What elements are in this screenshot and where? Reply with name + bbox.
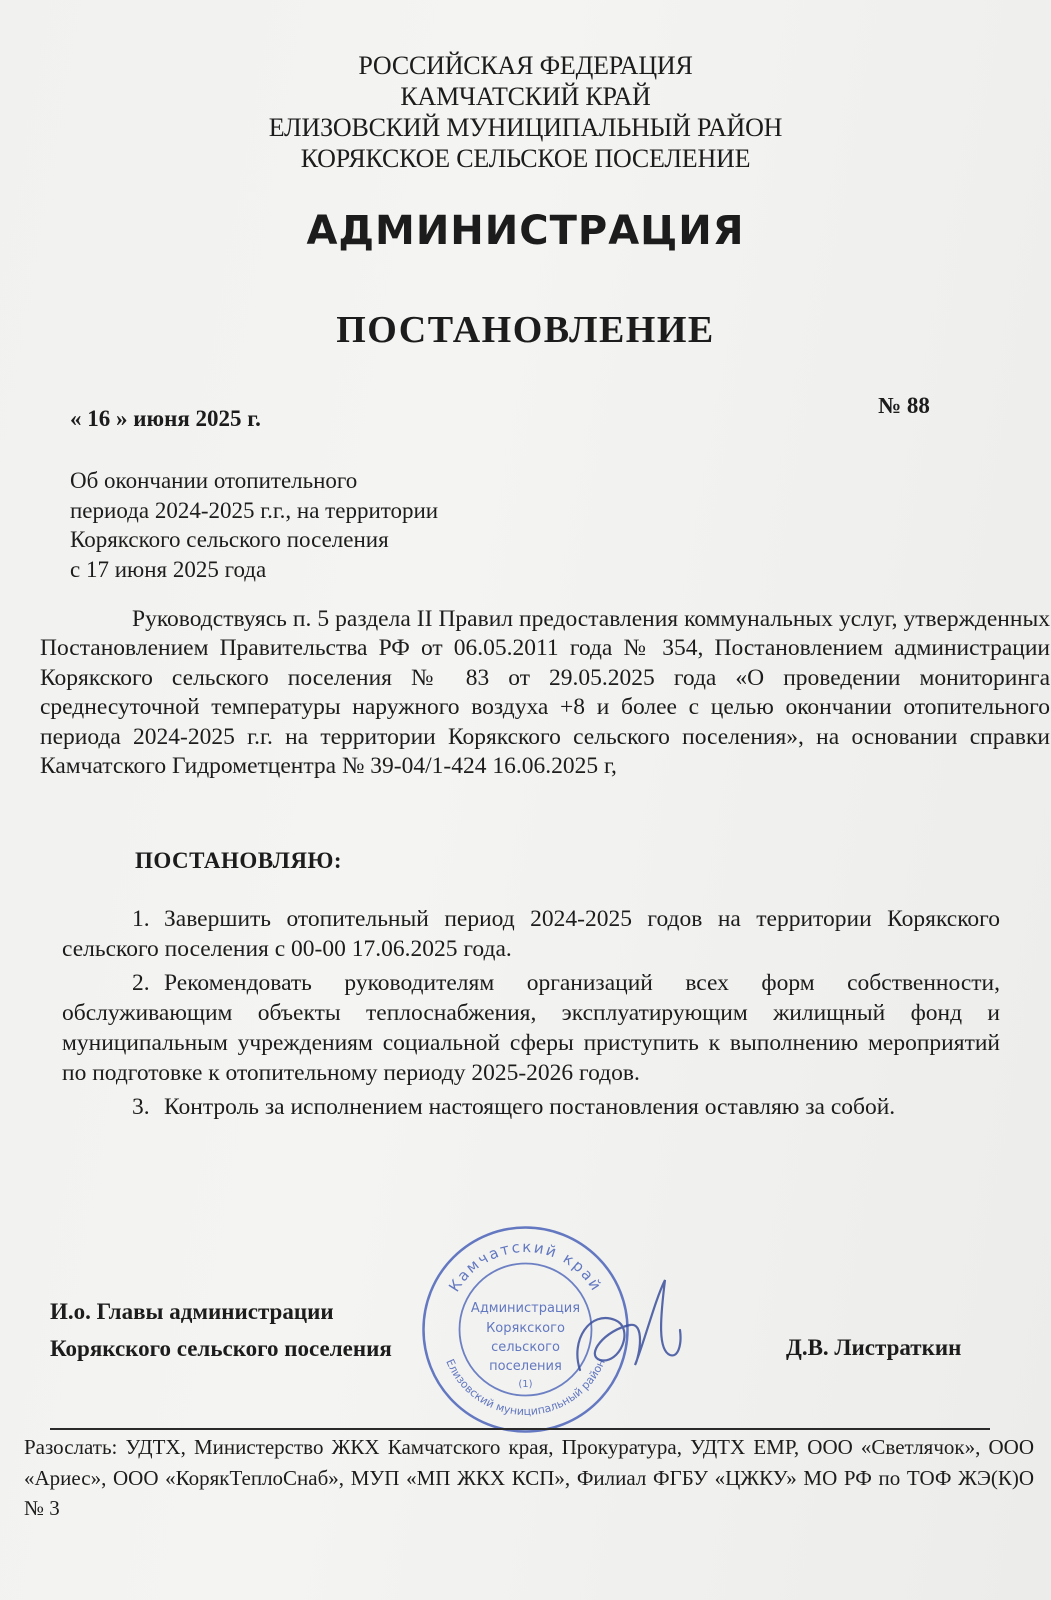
document-date: « 16 » июня 2025 г. (70, 406, 261, 431)
stamp-outer-top: Камчатский край (445, 1237, 606, 1296)
item-number: 1. (132, 906, 150, 932)
position-line: И.о. Главы администрации (50, 1299, 334, 1324)
stamp-center-line: сельского (491, 1340, 560, 1355)
item-number: 2. (132, 970, 150, 996)
document-type: ПОСТАНОВЛЕНИЕ (336, 309, 715, 351)
distribution-list: Разослать: УДТХ, Министерство ЖКХ Камчатского края, Прокуратура, УДТХ ЕМР, ООО «Светлячок», ООО «Ариес», ООО «КорякТеплоСнаб», МУП «МП ЖКХ КСП», Филиал ФГБУ «ЦЖКУ» МО РФ по ТОФ ЖЭ(К)О № 3 (24, 1435, 1034, 1520)
subject-line: Корякского сельского поселения (70, 527, 389, 552)
decree-items (62, 904, 1000, 1126)
stamp-center-line: Корякского (486, 1321, 565, 1336)
subject-line: периода 2024-2025 г.г., на территории (70, 497, 439, 523)
document-subject (70, 466, 438, 584)
decree-heading: ПОСТАНОВЛЯЮ: (135, 848, 343, 873)
header-district: ЕЛИЗОВСКИЙ МУНИЦИПАЛЬНЫЙ РАЙОН (268, 113, 783, 142)
stamp-outer-bottom: Елизовский муниципальный район (443, 1357, 608, 1419)
stamp-center-line: (1) (518, 1379, 533, 1390)
header-country: РОССИЙСКАЯ ФЕДЕРАЦИЯ (358, 51, 693, 80)
header-region: КАМЧАТСКИЙ КРАЙ (400, 82, 651, 111)
decree-item (62, 1092, 1000, 1122)
organization-title: АДМИНИСТРАЦИЯ (306, 208, 745, 254)
header-settlement: КОРЯКСКОЕ СЕЛЬСКОЕ ПОСЕЛЕНИЕ (300, 144, 751, 173)
item-number: 3. (132, 1094, 150, 1120)
item-text: Завершить отопительный период 2024-2025 годов на территории Корякского сельского поселения с 00-00 17.06.2025 года. (62, 906, 1000, 962)
divider (50, 1428, 990, 1430)
document-number: № 88 (878, 393, 930, 418)
item-text: Контроль за исполнением настоящего постановления оставляю за собой. (164, 1094, 896, 1120)
preamble-paragraph: Руководствуясь п. 5 раздела II Правил предоставления коммунальных услуг, утвержденных Постановлением Правительства РФ от 06.05.2011 года № 354, Постановлением администрации Корякского сельского поселения № 83 от 29.05.2025 года «О проведении мониторинга среднесуточной температуры наружного воздуха +8 и более с целью окончании отопительного периода 2024-2025 г.г. на территории Корякского сельского поселения», на основании справки Камчатского Гидрометцентра № 39-04/1-424 16.06.2025 г, (40, 606, 1050, 780)
subject-line: Об окончании отопительного (70, 468, 358, 493)
signatory-position (50, 1293, 392, 1367)
signatory-name: Д.В. Листраткин (786, 1335, 962, 1360)
handwritten-signature (560, 1260, 690, 1400)
decree-item (62, 968, 1000, 1088)
item-text: Рекомендовать руководителям организаций всех форм собственности, обслуживающим объекты теплоснабжения, эксплуатирующим жилищный фонд и муниципальным учреждениям социальной сферы приступить к выполнению мероприятий по подготовке к отопительному периоду 2025-2026 годов. (62, 970, 1000, 1086)
decree-item (62, 904, 1000, 964)
stamp-center-line: Администрация (470, 1301, 581, 1316)
subject-line: с 17 июня 2025 года (70, 556, 267, 582)
stamp-center-line: поселения (489, 1359, 562, 1374)
position-line: Корякского сельского поселения (50, 1336, 392, 1361)
